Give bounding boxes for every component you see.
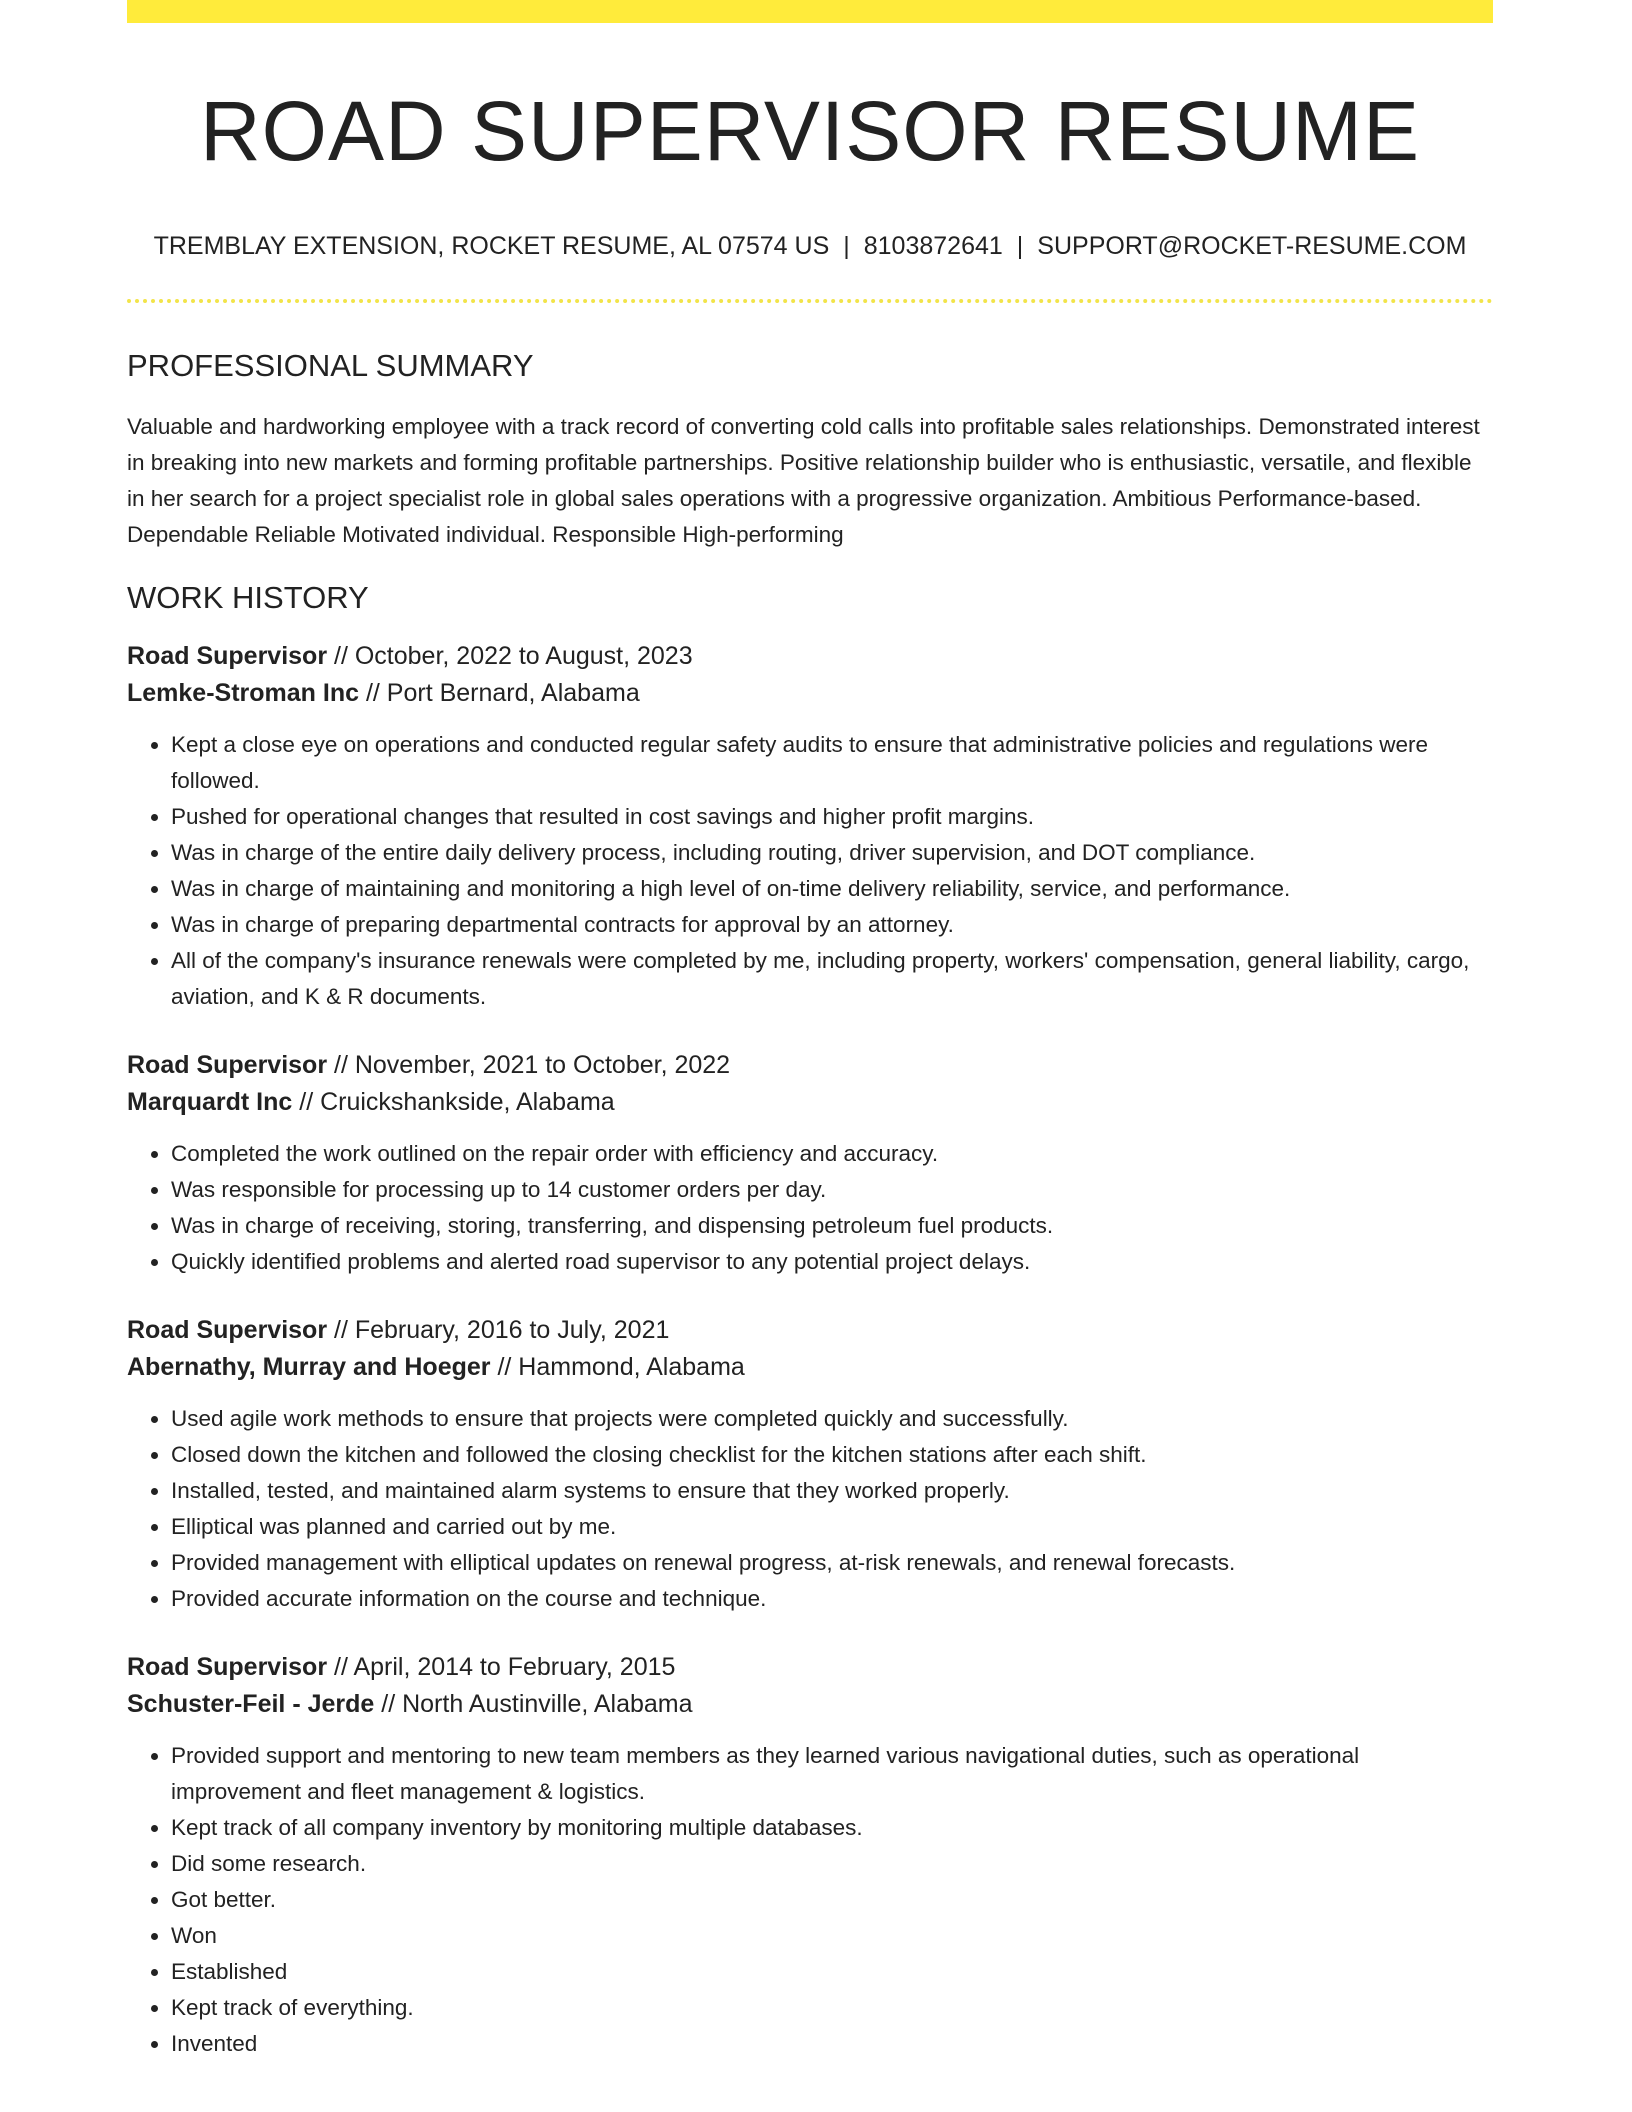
job-title: Road Supervisor (127, 1050, 328, 1079)
job-entry (127, 1649, 1493, 2062)
job-entry (127, 638, 1493, 1015)
job-bullet: • Pushed for operational changes that resulted in cost savings and higher profit margins. (171, 799, 1493, 835)
job-dates: // April, 2014 to February, 2015 (327, 1652, 676, 1681)
job-title-line (127, 638, 1493, 676)
job-bullet: • Used agile work methods to ensure that projects were completed quickly and successfully. (171, 1401, 1493, 1437)
resume-page (127, 0, 1493, 2062)
job-bullet: • Quickly identified problems and alerted road supervisor to any potential project delays. (171, 1244, 1493, 1280)
job-title: Road Supervisor (127, 1652, 328, 1681)
job-title-line (127, 1047, 1493, 1085)
job-company: Schuster-Feil - Jerde (127, 1690, 375, 1719)
job-bullet: • Provided accurate information on the course and technique. (171, 1581, 1493, 1617)
job-company: Lemke-Stroman Inc (127, 679, 360, 708)
job-dates: // October, 2022 to August, 2023 (327, 641, 693, 670)
job-bullet-list (127, 1136, 1493, 1280)
dotted-divider (127, 299, 1493, 303)
job-bullet: • Established (171, 1954, 1493, 1990)
job-bullet: • All of the company's insurance renewals were completed by me, including property, workers' compensation, general liability, cargo, aviation, and K & R documents. (171, 943, 1493, 1015)
job-company: Marquardt Inc (127, 1088, 293, 1117)
job-title-line (127, 1649, 1493, 1687)
job-bullet: • Kept a close eye on operations and conducted regular safety audits to ensure that administrative policies and regulations were followed. (171, 727, 1493, 799)
job-bullet: • Installed, tested, and maintained alarm systems to ensure that they worked properly. (171, 1473, 1493, 1509)
page-title: ROAD SUPERVISOR RESUME (199, 84, 1421, 178)
job-bullet: • Kept track of everything. (171, 1990, 1493, 2026)
contact-phone: 8103872641 (863, 232, 1003, 261)
job-bullet-list (127, 727, 1493, 1015)
summary-heading: PROFESSIONAL SUMMARY (127, 348, 534, 384)
job-location: // Port Bernard, Alabama (359, 679, 640, 708)
job-bullet-list (127, 1738, 1493, 2062)
job-bullet: • Kept track of all company inventory by monitoring multiple databases. (171, 1810, 1493, 1846)
job-company-line (127, 1349, 1493, 1387)
job-bullet: • Did some research. (171, 1846, 1493, 1882)
job-bullet: • Invented (171, 2026, 1493, 2062)
top-accent-bar (127, 0, 1493, 23)
job-bullet: • Closed down the kitchen and followed the closing checklist for the kitchen stations after each shift. (171, 1437, 1493, 1473)
job-company: Abernathy, Murray and Hoeger (127, 1353, 491, 1382)
job-title-line (127, 1312, 1493, 1350)
job-entry (127, 1312, 1493, 1617)
job-entry (127, 1047, 1493, 1280)
contact-separator: | (843, 232, 850, 261)
job-company-line (127, 675, 1493, 713)
job-company-line (127, 1686, 1493, 1724)
job-bullet-list (127, 1401, 1493, 1617)
job-dates: // February, 2016 to July, 2021 (327, 1315, 670, 1344)
contact-separator: | (1016, 232, 1024, 261)
job-bullet: • Provided support and mentoring to new team members as they learned various navigational duties, such as operational improvement and fleet management & logistics. (171, 1738, 1493, 1810)
job-bullet: • Won (171, 1918, 1493, 1954)
job-company-line (127, 1084, 1493, 1122)
contact-email: SUPPORT@ROCKET-RESUME.COM (1037, 232, 1467, 261)
job-bullet: • Was in charge of receiving, storing, transferring, and dispensing petroleum fuel products. (171, 1208, 1493, 1244)
job-bullet: • Was in charge of maintaining and monitoring a high level of on-time delivery reliability, service, and performance. (171, 871, 1493, 907)
job-bullet: • Elliptical was planned and carried out by me. (171, 1509, 1493, 1545)
job-location: // Hammond, Alabama (490, 1353, 745, 1382)
contact-address: TREMBLAY EXTENSION, ROCKET RESUME, AL 07574 US (153, 232, 830, 261)
job-dates: // November, 2021 to October, 2022 (327, 1050, 731, 1079)
job-bullet: • Completed the work outlined on the repair order with efficiency and accuracy. (171, 1136, 1493, 1172)
job-bullet: • Was in charge of the entire daily delivery process, including routing, driver supervision, and DOT compliance. (171, 835, 1493, 871)
work-history-heading: WORK HISTORY (127, 579, 369, 615)
job-bullet: • Got better. (171, 1882, 1493, 1918)
work-history-list (127, 638, 1493, 2062)
contact-line (127, 231, 1493, 261)
job-location: // North Austinville, Alabama (374, 1690, 693, 1719)
job-bullet: • Provided management with elliptical updates on renewal progress, at-risk renewals, and renewal forecasts. (171, 1545, 1493, 1581)
job-bullet: • Was responsible for processing up to 14 customer orders per day. (171, 1172, 1493, 1208)
job-title: Road Supervisor (127, 641, 328, 670)
summary-text: Valuable and hardworking employee with a track record of converting cold calls into profitable sales relationships. Demonstrated interest in breaking into new markets and forming profitable partnerships. Positive relationship builder who is enthusiastic, versatile, and flexible in her search for a project specialist role in global sales operations with a progressive organization. Ambitious Performance-based. Dependable Reliable Motivated individual. Responsible High-performing (127, 413, 1480, 547)
job-location: // Cruickshankside, Alabama (292, 1088, 615, 1117)
job-title: Road Supervisor (127, 1315, 328, 1344)
job-bullet: • Was in charge of preparing departmental contracts for approval by an attorney. (171, 907, 1493, 943)
